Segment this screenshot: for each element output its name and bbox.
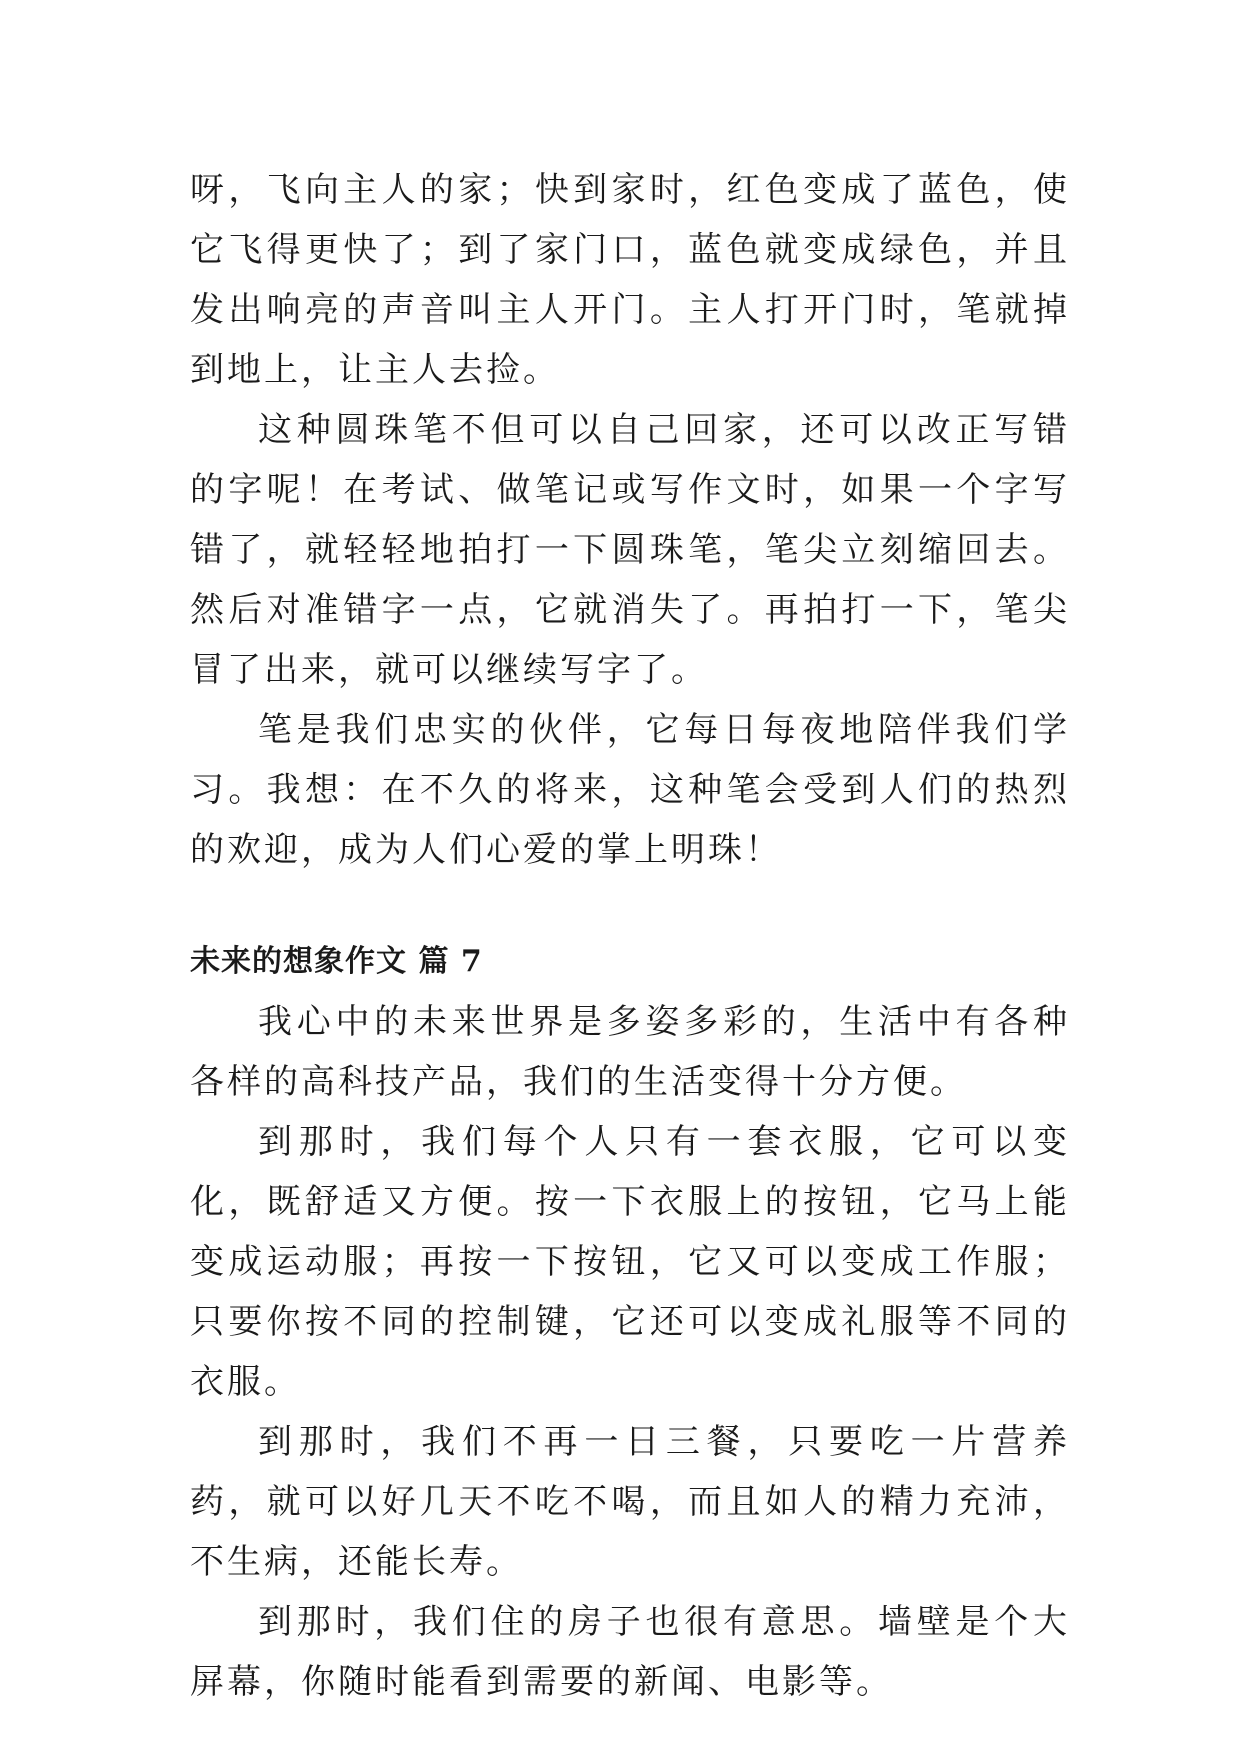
document-body — [190, 160, 1070, 1712]
paragraph-pen-correction: 这种圆珠笔不但可以自己回家，还可以改正写错的字呢！在考试、做笔记或写作文时，如果一个字写错了，就轻轻地拍打一下圆珠笔，笔尖立刻缩回去。然后对准错字一点，它就消失了。再拍打一下，笔尖冒了出来，就可以继续写字了。 — [190, 410, 1070, 690]
paragraph-future-clothes: 到那时，我们每个人只有一套衣服，它可以变化，既舒适又方便。按一下衣服上的按钮，它马上能变成运动服；再按一下按钮，它又可以变成工作服；只要你按不同的控制键，它还可以变成礼服等不同的衣服。 — [190, 1122, 1070, 1402]
paragraph-continued: 呀，飞向主人的家；快到家时，红色变成了蓝色，使它飞得更快了；到了家门口，蓝色就变成绿色，并且发出响亮的声音叫主人开门。主人打开门时，笔就掉到地上，让主人去捡。 — [190, 170, 1070, 390]
paragraph-future-food: 到那时，我们不再一日三餐，只要吃一片营养药，就可以好几天不吃不喝，而且如人的精力充沛，不生病，还能长寿。 — [190, 1422, 1070, 1582]
paragraph-pen-conclusion: 笔是我们忠实的伙伴，它每日每夜地陪伴我们学习。我想：在不久的将来，这种笔会受到人们的热烈的欢迎，成为人们心爱的掌上明珠！ — [190, 710, 1070, 870]
paragraph-future-house: 到那时，我们住的房子也很有意思。墙壁是个大屏幕，你随时能看到需要的新闻、电影等。 — [190, 1602, 1070, 1702]
section-title: 未来的想象作文 篇 7 — [190, 944, 483, 979]
paragraph-future-intro: 我心中的未来世界是多姿多彩的，生活中有各种各样的高科技产品，我们的生活变得十分方便。 — [190, 1002, 1070, 1102]
